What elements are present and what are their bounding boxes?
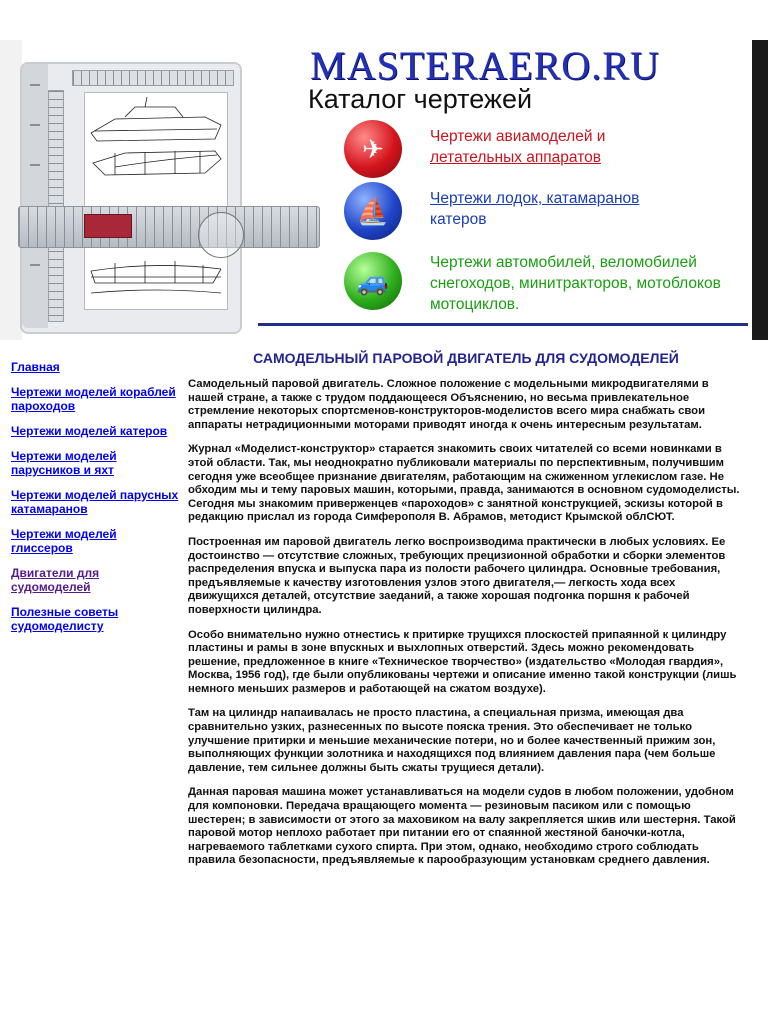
header-banner — [0, 0, 768, 340]
protractor-dial — [198, 212, 244, 258]
category-cars-link[interactable] — [340, 250, 760, 320]
category-aircraft-line-2: летательных аппаратов — [430, 149, 601, 166]
airplane-icon: ✈ — [344, 120, 402, 178]
category-aircraft-label — [430, 126, 605, 168]
drawing-sheet — [84, 92, 228, 310]
category-cars-line-3: мотоциклов. — [430, 296, 520, 313]
site-subtitle: Каталог чертежей — [308, 84, 533, 114]
category-boats-label — [430, 188, 639, 230]
sailboat-icon: ⛵ — [344, 182, 402, 240]
article-title: САМОДЕЛЬНЫЙ ПАРОВОЙ ДВИГАТЕЛЬ ДЛЯ СУДОМОДЕЛЕЙ — [253, 350, 679, 366]
article — [188, 350, 744, 879]
sidebar-nav — [11, 360, 179, 644]
category-cars-label — [430, 252, 721, 315]
category-cars-line-2: снегоходов, минитракторов, мотоблоков — [430, 275, 721, 292]
sidebar-link-home[interactable]: Главная — [11, 360, 60, 374]
category-boats-line-1: Чертежи лодок, катамаранов — [430, 190, 640, 207]
sidebar-link-catamarans[interactable]: Чертежи моделей парусных катамаранов — [11, 488, 179, 516]
sidebar-link-steamships[interactable]: Чертежи моделей кораблей пароходов — [11, 385, 176, 413]
sidebar-link-sailboats[interactable]: Чертежи моделей парусников и яхт — [11, 449, 117, 477]
banner-left-edge — [0, 40, 22, 340]
sidebar-link-gliders[interactable]: Чертежи моделей глиссеров — [11, 527, 117, 555]
category-boats-link[interactable] — [340, 182, 740, 246]
drafting-ruler-top — [72, 70, 234, 86]
drafting-board-edge — [22, 64, 48, 328]
article-paragraph-2: Журнал «Моделист-конструктор» старается знакомить своих читателей со всеми новинками в этой области. Так, мы неоднократно публиковали материалы по перспективным, получившим сегодня уже всеобщее признание двигателям, работающим на сжиженном углекислом газе. Не обходим мы и тему паровых машин, которыми, правда, занимаются в основном судомоделисты. Сегодня мы знакомим приверженцев «пароходов» с занятной конструкцией, эскизы которой в редакцию прислал из города Симферополя В. Абрамов, методист Крымской облСЮТ. — [188, 443, 740, 524]
category-boats-line-2: катеров — [430, 211, 487, 228]
article-paragraph-6: Данная паровая машина может устанавливаться на модели судов в любом положении, удобном для компоновки. Передача вращающего момента — резиновым пасиком или с помощью шестерен; в зависимости от этого за маховиком на валу закрепляется шкив или шестерня. Такой паровой мотор неплохо работает при питании его от спаянной жестяной баночки-котла, нагреваемого таблетками сухого спирта. При этом, однако, необходимо строго соблюдать правила безопасности, предъявляемые к парообразующим установкам среднего давления. — [188, 786, 736, 867]
category-aircraft-link[interactable] — [340, 118, 740, 190]
sidebar-link-engines[interactable]: Двигатели для судомоделей — [11, 566, 100, 594]
sidebar-link-motorboats[interactable]: Чертежи моделей катеров — [11, 424, 168, 438]
boat-drawings-illustration — [85, 93, 227, 309]
article-paragraph-3: Построенная им паровой двигатель легко воспроизводима практически в любых условиях. Ее достоинство — отсутствие сложных, требующих прецизионной обработки и сборки элементов распределения впуска и выпуска пара из полости рабочего цилиндра. Основные требования, предъявляемые к качеству изготовления узлов этого двигателя,— легкость хода всех движущихся деталей, отсутствие заеданий, а также хорошая подгонка поршня к рабочей поверхности цилиндра. — [188, 535, 726, 616]
article-paragraph-4: Особо внимательно нужно отнестись к притирке трущихся плоскостей припаянной к цилиндру пластины и рамы в зоне впускных и выхлопных отверстий. Здесь можно рекомендовать решение, предложенное в книге «Техническое творчество» (издательство «Молодая гвардия», Москва, 1956 год), где были опубликованы чертежи и описание именно такой конструкции (лишь немного меньших размеров и работающей на сжатом воздухе). — [188, 628, 737, 695]
site-title: MASTERAERO.RU — [310, 43, 660, 88]
category-cars-line-1: Чертежи автомобилей, веломобилей — [430, 254, 697, 271]
banner-divider — [258, 323, 748, 326]
category-aircraft-line-1: Чертежи авиамоделей и — [430, 128, 606, 145]
article-paragraph-5: Там на цилиндр напаивалась не просто пластина, а специальная призма, имеющая два сравнительно узких, разнесенных по высоте пояска трения. Это обеспечивает не только улучшение притирки и меньшие механические потери, но и более качественный прижим зон, выполняющих функции золотника и находящихся под влиянием давления пара (чем больше давление, тем сильнее должны быть сжаты трущиеся детали). — [188, 707, 716, 774]
article-paragraph-1: Самодельный паровой двигатель. Сложное положение с модельными микродвигателями в нашей стране, а также с трудом поддающееся Объяснению, но весьма привлекательное стремление некоторых спортсменов-конструкторов-моделистов всего мира снабжать свои аппараты нетрадиционными моторами приводят иногда к очень интересным результатам. — [188, 378, 709, 431]
sidebar-link-tips[interactable]: Полезные советы судомоделисту — [11, 605, 119, 633]
drafting-arm-ruler — [18, 206, 320, 248]
car-icon: 🚙 — [344, 252, 402, 310]
drafting-arm-head — [84, 214, 132, 238]
